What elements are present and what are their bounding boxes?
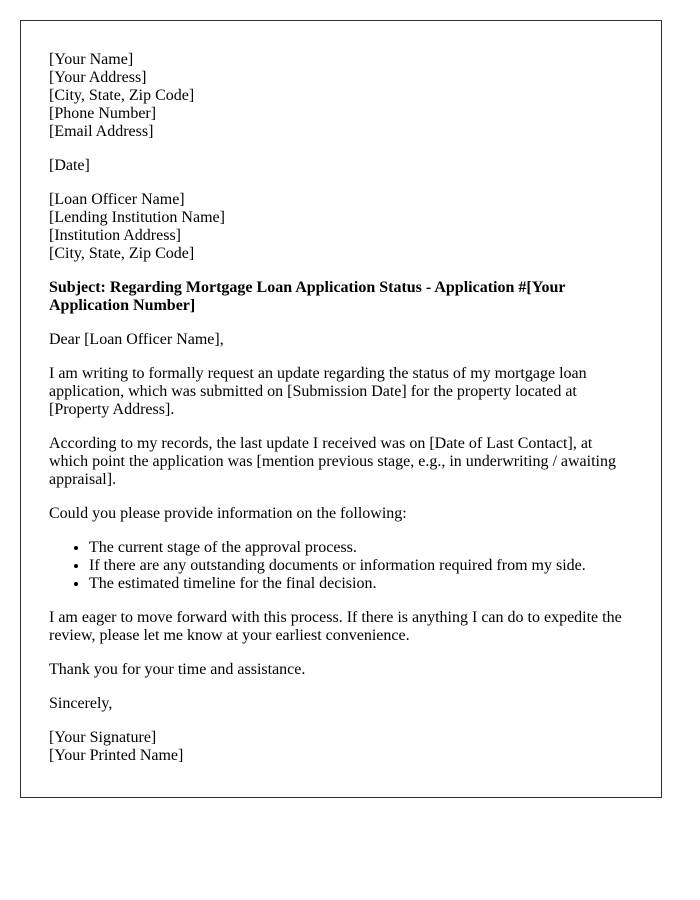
body-paragraph-records: According to my records, the last update I received was on [Date of Last Contact], at which point the application was [mention previous stage, e.g., in underwriting / awaiting appraisal]. <box>49 435 616 488</box>
recipient-city-line: [City, State, Zip Code] <box>49 245 195 262</box>
body-paragraph-eager: I am eager to move forward with this process. If there is anything I can do to expedite the review, please let me know at your earliest convenience. <box>49 609 622 644</box>
bullet-item-outstanding-documents: • If there are any outstanding documents or information required from my side. <box>89 557 633 575</box>
sender-name-line: [Your Name] <box>49 51 134 68</box>
printed-name-line: [Your Printed Name] <box>49 747 184 764</box>
body-paragraph-thanks: Thank you for your time and assistance. <box>49 661 306 678</box>
sender-address-line: [Your Address] <box>49 69 147 86</box>
sender-city-line: [City, State, Zip Code] <box>49 87 195 104</box>
letter-page <box>20 20 662 798</box>
salutation: Dear [Loan Officer Name], <box>49 331 224 348</box>
bullet-item-estimated-timeline: • The estimated timeline for the final decision. <box>89 575 633 593</box>
subject-line: Subject: Regarding Mortgage Loan Application Status - Application #[Your Application Number] <box>49 279 566 314</box>
bullet-list <box>49 539 633 593</box>
date-line: [Date] <box>49 157 90 174</box>
signature-block <box>49 729 633 765</box>
bullet-item-current-stage: • The current stage of the approval process. <box>89 539 633 557</box>
sender-email-line: [Email Address] <box>49 123 154 140</box>
recipient-name-line: [Loan Officer Name] <box>49 191 185 208</box>
signature-line: [Your Signature] <box>49 729 157 746</box>
body-paragraph-request-update: I am writing to formally request an update regarding the status of my mortgage loan application, which was submitted on [Submission Date] for the property located at [Property Address]. <box>49 365 587 418</box>
recipient-address-line: [Institution Address] <box>49 227 181 244</box>
recipient-institution-line: [Lending Institution Name] <box>49 209 225 226</box>
recipient-address-block <box>49 191 633 263</box>
closing: Sincerely, <box>49 695 113 712</box>
sender-address-block <box>49 51 633 141</box>
body-paragraph-provide-info: Could you please provide information on the following: <box>49 505 407 522</box>
sender-phone-line: [Phone Number] <box>49 105 157 122</box>
